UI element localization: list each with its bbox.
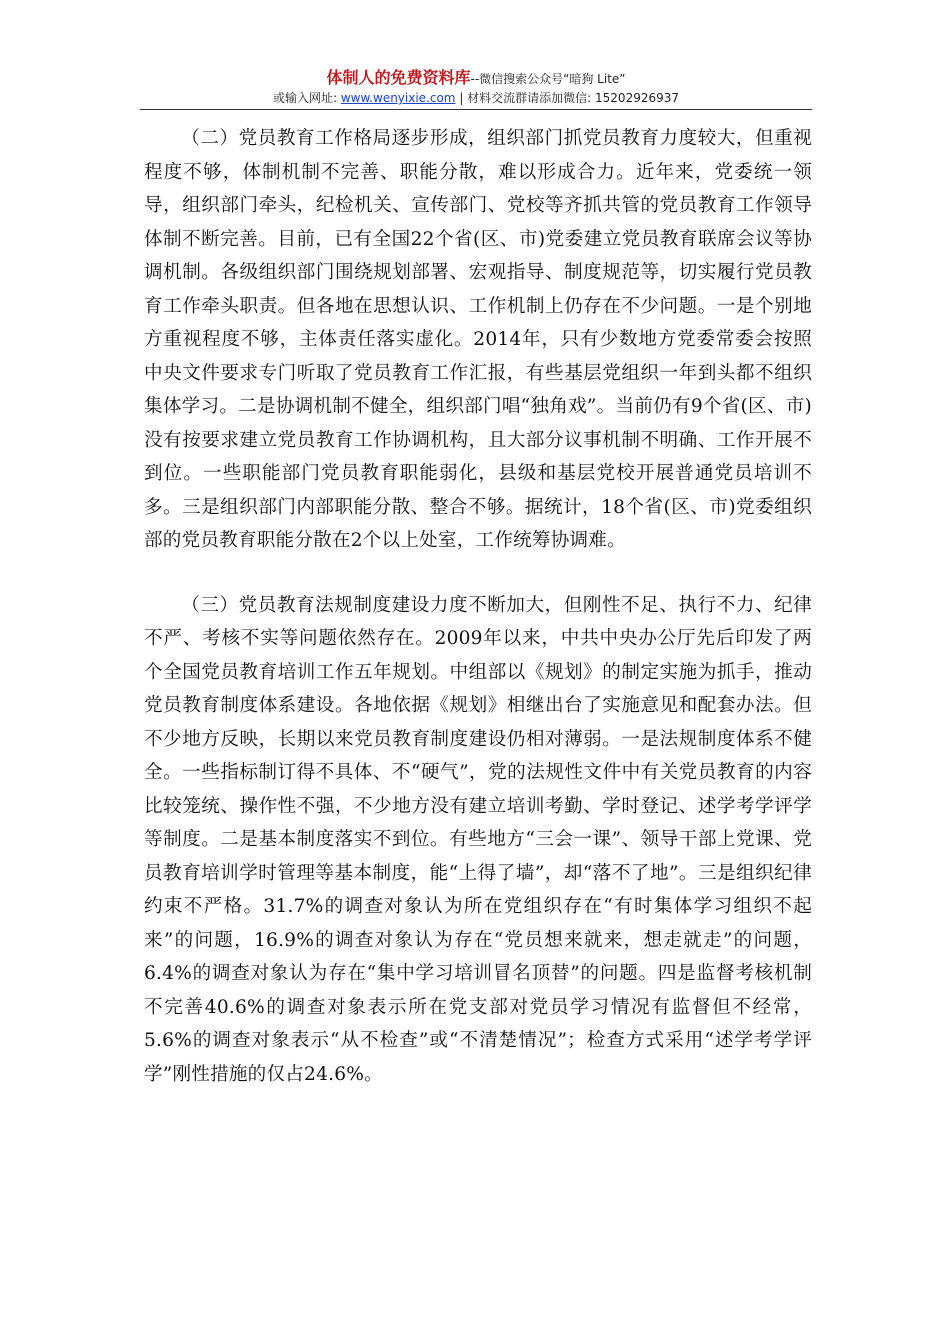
paragraph-section-3: （三）党员教育法规制度建设力度不断加大，但刚性不足、执行不力、纪律不严、考核不实等问题依然存在。2009年以来，中共中央办公厅先后印发了两个全国党员教育培训工作五年规划。中组部以《规划》的制定实施为抓手，推动党员教育制度体系建设。各地依据《规划》相继出台了实施意见和配套办法。但不少地方反映，长期以来党员教育制度建设仍相对薄弱。一是法规制度体系不健全。一些指标制订得不具体、不“硬气”，党的法规性文件中有关党员教育的内容比较笼统、操作性不强，不少地方没有建立培训考勤、学时登记、述学考学评学等制度。二是基本制度落实不到位。有些地方“三会一课”、领导干部上党课、党员教育培训学时管理等基本制度，能“上得了墙”，却“落不了地”。三是组织纪律约束不严格。31.7%的调查对象认为所在党组织存在“有时集体学习组织不起来”的问题，16.9%的调查对象认为存在“党员想来就来，想走就走”的问题，6.4%的调查对象认为存在“集中学习培训冒名顶替”的问题。四是监督考核机制不完善40.6%的调查对象表示所在党支部对党员学习情况有监督但不经常，5.6%的调查对象表示“从不检查”或“不清楚情况”；检查方式采用“述学考学评学”刚性措施的仅占24.6%。	[144, 594, 812, 1085]
header-divider	[140, 109, 812, 110]
url-label: 或输入网址:	[272, 91, 341, 105]
header-slogan: --微信搜索公众号“暗狗 Lite”	[470, 72, 626, 86]
document-body	[144, 122, 812, 1091]
website-link[interactable]: www.wenyixie.com	[340, 91, 456, 105]
header-contact-line	[140, 89, 812, 107]
paragraph-section-2: （二）党员教育工作格局逐步形成，组织部门抓党员教育力度较大，但重视程度不够，体制机制不完善、职能分散，难以形成合力。近年来，党委统一领导，组织部门牵头，纪检机关、宣传部门、党校等齐抓共管的党员教育工作领导体制不断完善。目前，已有全国22个省(区、市)党委建立党员教育联席会议等协调机制。各级组织部门围绕规划部署、宏观指导、制度规范等，切实履行党员教育工作牵头职责。但各地在思想认识、工作机制上仍存在不少问题。一是个别地方重视程度不够，主体责任落实虚化。2014年，只有少数地方党委常委会按照中央文件要求专门听取了党员教育工作汇报，有些基层党组织一年到头都不组织集体学习。二是协调机制不健全，组织部门唱“独角戏”。当前仍有9个省(区、市)没有按要求建立党员教育工作协调机构，且大部分议事机制不明确、工作开展不到位。一些职能部门党员教育职能弱化，县级和基层党校开展普通党员培训不多。三是组织部门内部职能分散、整合不够。据统计，18个省(区、市)党委组织部的党员教育职能分散在2个以上处室，工作统筹协调难。	[144, 128, 812, 551]
wechat-contact: 材料交流群请添加微信: 15202926937	[467, 91, 680, 105]
brand-title: 体制人的免费资料库	[326, 68, 471, 87]
page-header	[140, 68, 812, 107]
header-title-line	[140, 68, 812, 89]
header-separator: |	[455, 91, 468, 105]
